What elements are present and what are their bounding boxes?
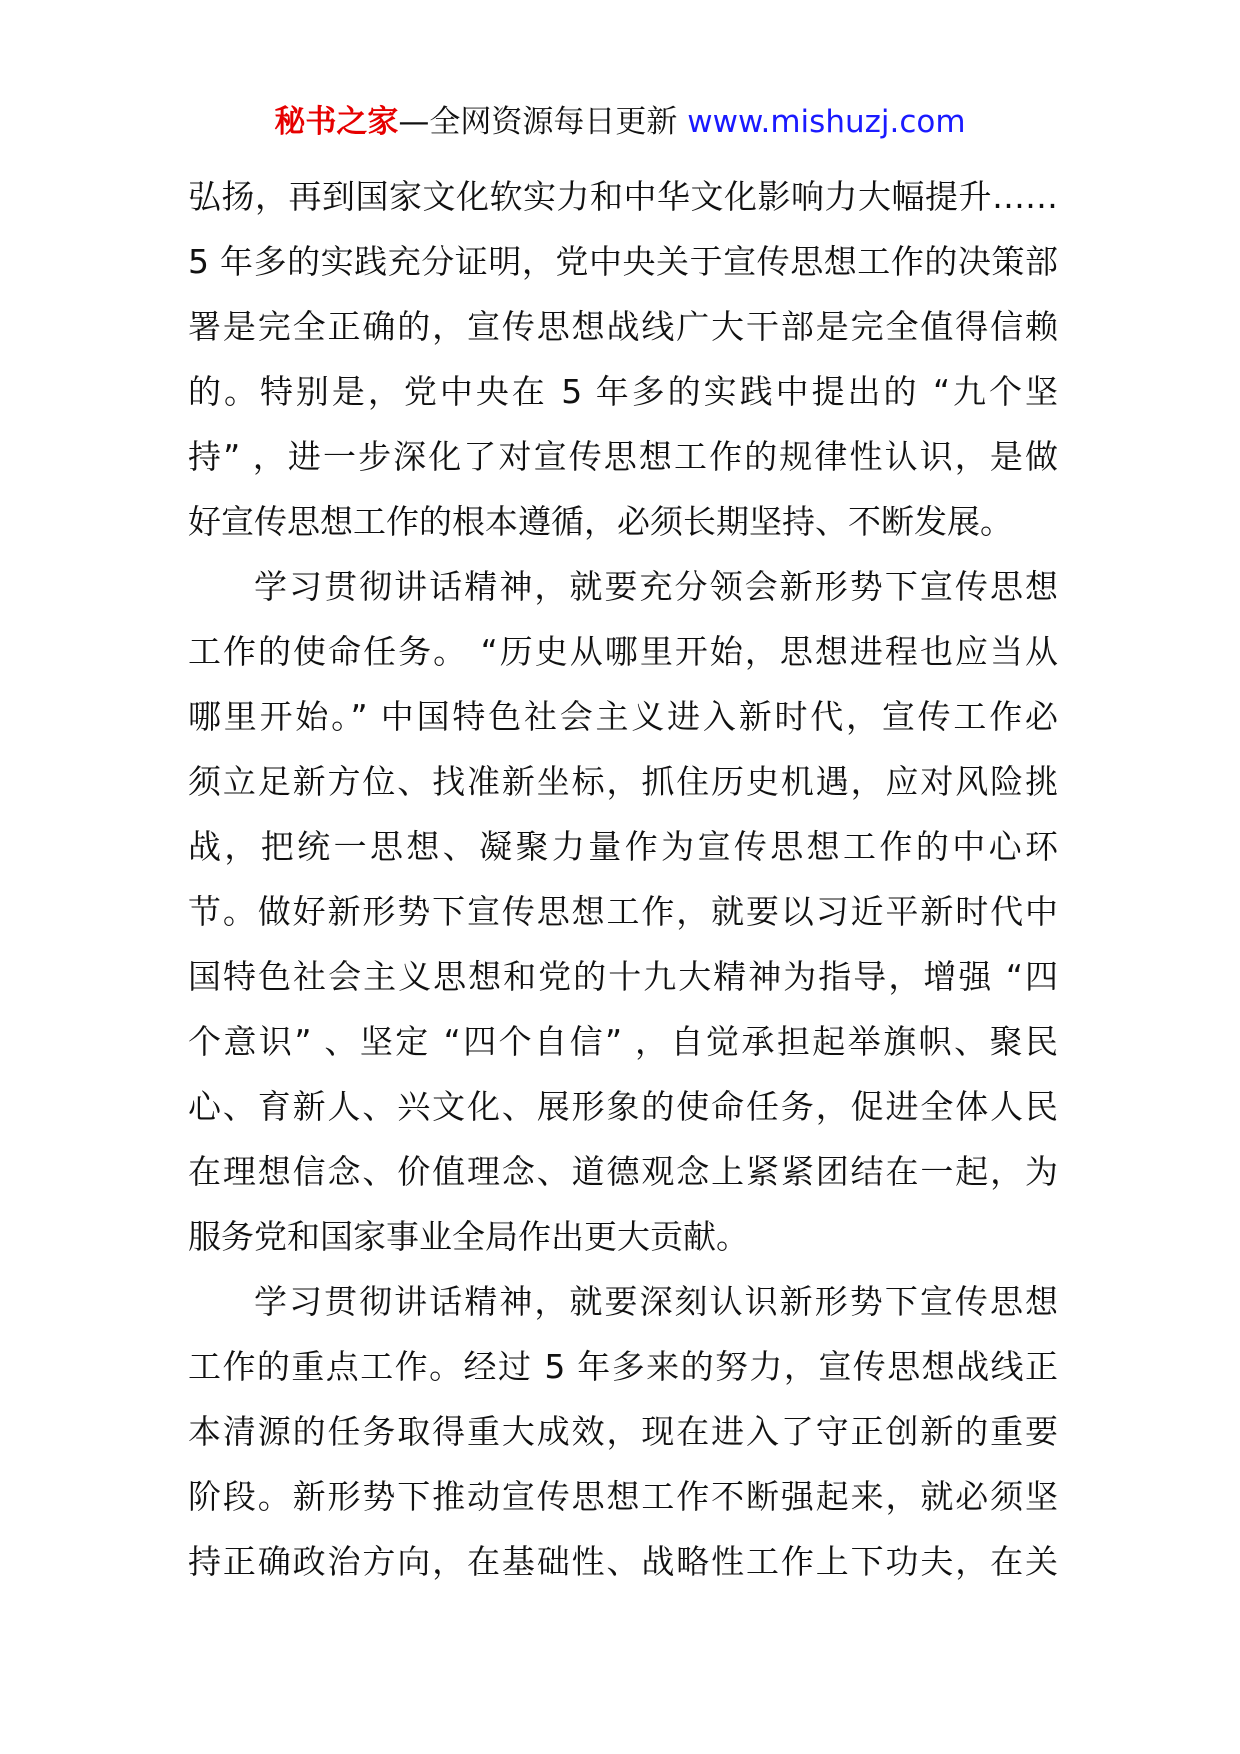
text-line: 署是完全正确的，宣传思想战线广大干部是完全值得信赖	[188, 307, 1058, 346]
text-line: 工作的重点工作。经过 5 年多来的努力，宣传思想战线正	[188, 1347, 1058, 1386]
text-line: 5 年多的实践充分证明，党中央关于宣传思想工作的决策部	[188, 242, 1058, 281]
text-line: 阶段。新形势下推动宣传思想工作不断强起来，就必须坚	[188, 1477, 1058, 1516]
text-line: 国特色社会主义思想和党的十九大精神为指导，增强 “四	[188, 957, 1058, 996]
paragraph-start-line: 学习贯彻讲话精神，就要深刻认识新形势下宣传思想	[254, 1282, 1058, 1321]
text-line: 工作的使命任务。 “历史从哪里开始，思想进程也应当从	[188, 632, 1058, 671]
site-header	[0, 100, 1240, 144]
text-line: 在理想信念、价值理念、道德观念上紧紧团结在一起，为	[188, 1152, 1058, 1191]
site-brand: 秘书之家	[274, 104, 399, 140]
text-line: 须立足新方位、找准新坐标，抓住历史机遇，应对风险挑	[188, 762, 1058, 801]
text-line: 个意识” 、坚定 “四个自信” ，自觉承担起举旗帜、聚民	[188, 1022, 1058, 1061]
text-line: 节。做好新形势下宣传思想工作，就要以习近平新时代中	[188, 892, 1058, 931]
text-line: 好宣传思想工作的根本遵循，必须长期坚持、不断发展。	[188, 502, 1013, 541]
document-body	[188, 164, 1058, 1594]
text-line: 持” ，进一步深化了对宣传思想工作的规律性认识，是做	[188, 437, 1058, 476]
paragraph-start-line: 学习贯彻讲话精神，就要充分领会新形势下宣传思想	[254, 567, 1058, 606]
site-url-link[interactable]: www.mishuzj.com	[687, 104, 966, 140]
text-line: 的。特别是，党中央在 5 年多的实践中提出的 “九个坚	[188, 372, 1058, 411]
text-line: 弘扬，再到国家文化软实力和中华文化影响力大幅提升……	[188, 177, 1058, 216]
text-line: 服务党和国家事业全局作出更大贡献。	[188, 1217, 749, 1256]
text-line: 持正确政治方向，在基础性、战略性工作上下功夫，在关	[188, 1542, 1058, 1581]
site-tagline: —全网资源每日更新	[398, 104, 688, 140]
text-line: 哪里开始。” 中国特色社会主义进入新时代，宣传工作必	[188, 697, 1058, 736]
text-line: 本清源的任务取得重大成效，现在进入了守正创新的重要	[188, 1412, 1058, 1451]
text-line: 心、育新人、兴文化、展形象的使命任务，促进全体人民	[188, 1087, 1058, 1126]
text-line: 战，把统一思想、凝聚力量作为宣传思想工作的中心环	[188, 827, 1058, 866]
